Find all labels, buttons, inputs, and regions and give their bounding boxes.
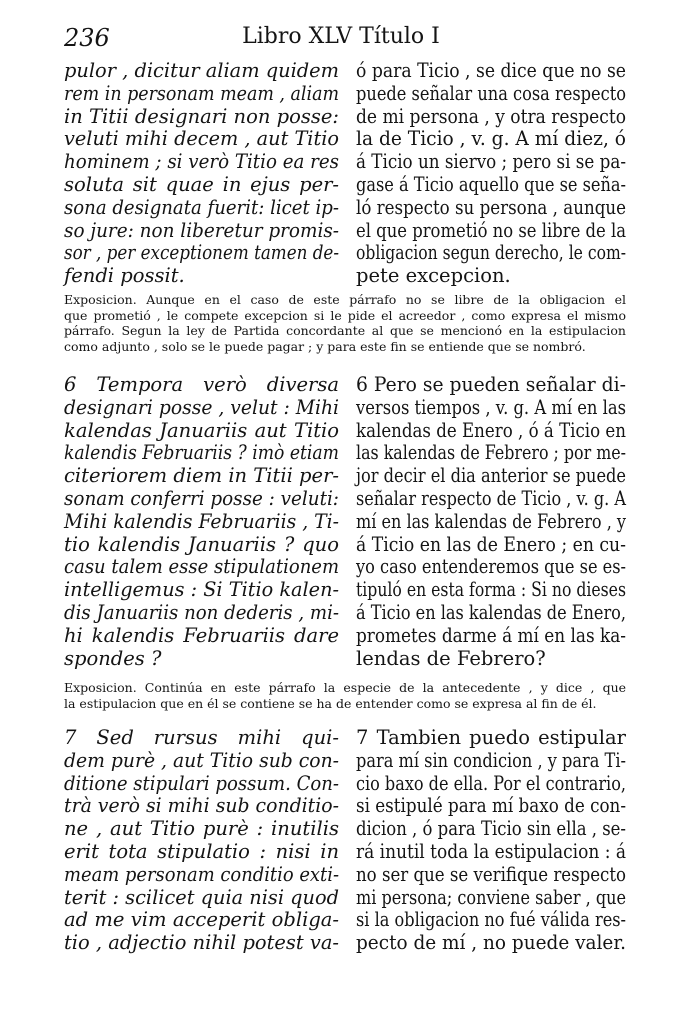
spanish-line: si la obligacion no fué válida res- (356, 908, 627, 932)
latin-line: 7 Sed rursus mihi qui- (64, 726, 339, 749)
latin-line: fendi possit. (64, 264, 185, 288)
running-title: Libro XLV Título I (242, 24, 440, 49)
latin-line: citeriorem diem in Titii per- (64, 464, 339, 488)
exposicion-line: párrafo. Segun la ley de Partida concordante al que se mencionó en la estipulacion (64, 323, 626, 339)
spanish-line: á Ticio en las kalendas de Enero, (356, 600, 626, 624)
spanish-line: no ser que se verifique respecto (356, 862, 627, 886)
spanish-line: kalendas de Enero , ó á Ticio en (356, 418, 626, 442)
latin-line: sonam conferri posse : veluti: (64, 486, 339, 510)
latin-line: designari posse , velut : Mihi (64, 395, 339, 419)
latin-line: 6 Tempora verò diversa (64, 373, 340, 396)
spanish-line: 6 Pero se pueden señalar di- (356, 373, 626, 396)
spanish-line: mí en las kalendas de Febrero , y (356, 509, 626, 533)
spanish-line: prometes darme á mí en las ka- (356, 623, 627, 647)
exposicion-line: Exposicion. Aunque en el caso de este párrafo no se libre de la obligacion el (64, 292, 626, 307)
spanish-line: á Ticio un siervo ; pero si se pa- (356, 150, 626, 174)
latin-line: sor , per exceptionem tamen de- (64, 241, 340, 265)
latin-line: dis Januariis non dederis , mi- (64, 600, 340, 624)
latin-line: hi kalendis Februariis dare (64, 623, 339, 647)
latin-line: erit tota stipulatio : nisi in (64, 839, 340, 863)
exposicion-note-2 (64, 680, 626, 711)
spanish-line: ló respecto su persona , aunque (356, 195, 626, 219)
latin-paragraph-6 (64, 374, 339, 670)
spanish-line: señalar respecto de Ticio , v. g. A (356, 486, 626, 510)
latin-line: meam personam conditio exti- (64, 862, 340, 886)
latin-line: intelligemus : Si Titio kalen- (64, 578, 340, 602)
exposicion-note-1 (64, 292, 626, 354)
spanish-paragraph-6 (356, 374, 626, 670)
spanish-line: de mi persona , y otra respecto (356, 104, 626, 128)
exposicion-line: la estipulacion que en él se contiene se ha de entender como se expresa al fin de él. (64, 695, 597, 711)
spanish-line: para mí sin condicion , y para Ti- (356, 748, 626, 772)
spanish-line: jor decir el dia anterior se puede (356, 464, 627, 488)
latin-line: pulor , dicitur aliam quidem (64, 59, 339, 82)
latin-line: rem in personam meam , aliam (64, 81, 340, 105)
latin-line: Mihi kalendis Februariis , Ti- (64, 509, 339, 533)
spanish-line: ó para Ticio , se dice que no se (356, 59, 627, 82)
spanish-line: versos tiempos , v. g. A mí en las (356, 395, 627, 419)
spanish-paragraph-7 (356, 727, 626, 955)
latin-line: soluta sit quae in ejus per- (64, 172, 340, 196)
spanish-line: 7 Tambien puedo estipular (356, 726, 626, 749)
spanish-line: pete excepcion. (356, 264, 511, 288)
latin-line: tio , adjectio nihil potest va- (64, 931, 339, 955)
spanish-paragraph-5 (356, 60, 626, 288)
latin-line: veluti mihi decem , aut Titio (64, 127, 340, 151)
spanish-line: la de Ticio , v. g. A mí diez, ó (356, 127, 627, 151)
spanish-line: el que prometió no se libre de la (356, 218, 626, 242)
latin-line: spondes ? (64, 646, 162, 670)
spanish-line: mi persona; conviene saber , que (356, 885, 627, 909)
spanish-line: pecto de mí , no puede valer. (356, 931, 627, 955)
spanish-line: rá inutil toda la estipulacion : á (356, 839, 627, 863)
latin-line: dem purè , aut Titio sub con- (64, 748, 340, 772)
exposicion-line: que prometió , le compete excepcion si le pide el acreedor , como expresa el mismo (64, 307, 627, 323)
latin-paragraph-5 (64, 60, 339, 288)
latin-line: tio kalendis Januariis ? quo (64, 532, 339, 556)
exposicion-line: Exposicion. Continúa en este párrafo la especie de la antecedente , y dice , que (64, 680, 627, 695)
spanish-line: lendas de Febrero? (356, 646, 546, 670)
page-number: 236 (64, 24, 110, 52)
latin-line: hominem ; si verò Titio ea res (64, 150, 339, 174)
latin-line: kalendas Januariis aut Titio (64, 418, 340, 442)
latin-line: ad me vim acceperit obliga- (64, 908, 340, 932)
latin-line: trà verò si mihi sub conditio- (64, 794, 340, 818)
latin-line: sona designata fuerit: licet ip- (64, 195, 339, 219)
page-header (64, 24, 618, 56)
latin-paragraph-7 (64, 727, 339, 955)
exposicion-line: como adjunto , solo se le puede pagar ; y para este fin se entiende que se nombró. (64, 338, 586, 354)
spanish-line: gase á Ticio aquello que se seña- (356, 172, 626, 196)
spanish-line: tipuló en esta forma : Si no dieses (356, 578, 626, 602)
latin-line: ditione stipulari possum. Con- (64, 771, 339, 795)
spanish-line: yo caso entenderemos que se es- (356, 555, 627, 579)
latin-line: kalendis Februariis ? imò etiam (64, 441, 339, 465)
latin-line: so jure: non liberetur promis- (64, 218, 340, 242)
spanish-line: si estipulé para mí baxo de con- (356, 794, 626, 818)
spanish-line: cio baxo de ella. Por el contrario, (356, 771, 626, 795)
latin-line: terit : scilicet quia nisi quod (64, 885, 339, 909)
latin-line: in Titii designari non posse: (64, 104, 339, 128)
latin-line: ne , aut Titio purè : inutilis (64, 817, 339, 841)
spanish-line: las kalendas de Febrero ; por me- (356, 441, 626, 465)
spanish-line: á Ticio en las de Enero ; en cu- (356, 532, 626, 556)
spanish-line: puede señalar una cosa respecto (356, 81, 626, 105)
spanish-line: obligacion segun derecho, le com- (356, 241, 626, 265)
latin-line: casu talem esse stipulationem (64, 555, 340, 579)
spanish-line: dicion , ó para Ticio sin ella , se- (356, 817, 627, 841)
